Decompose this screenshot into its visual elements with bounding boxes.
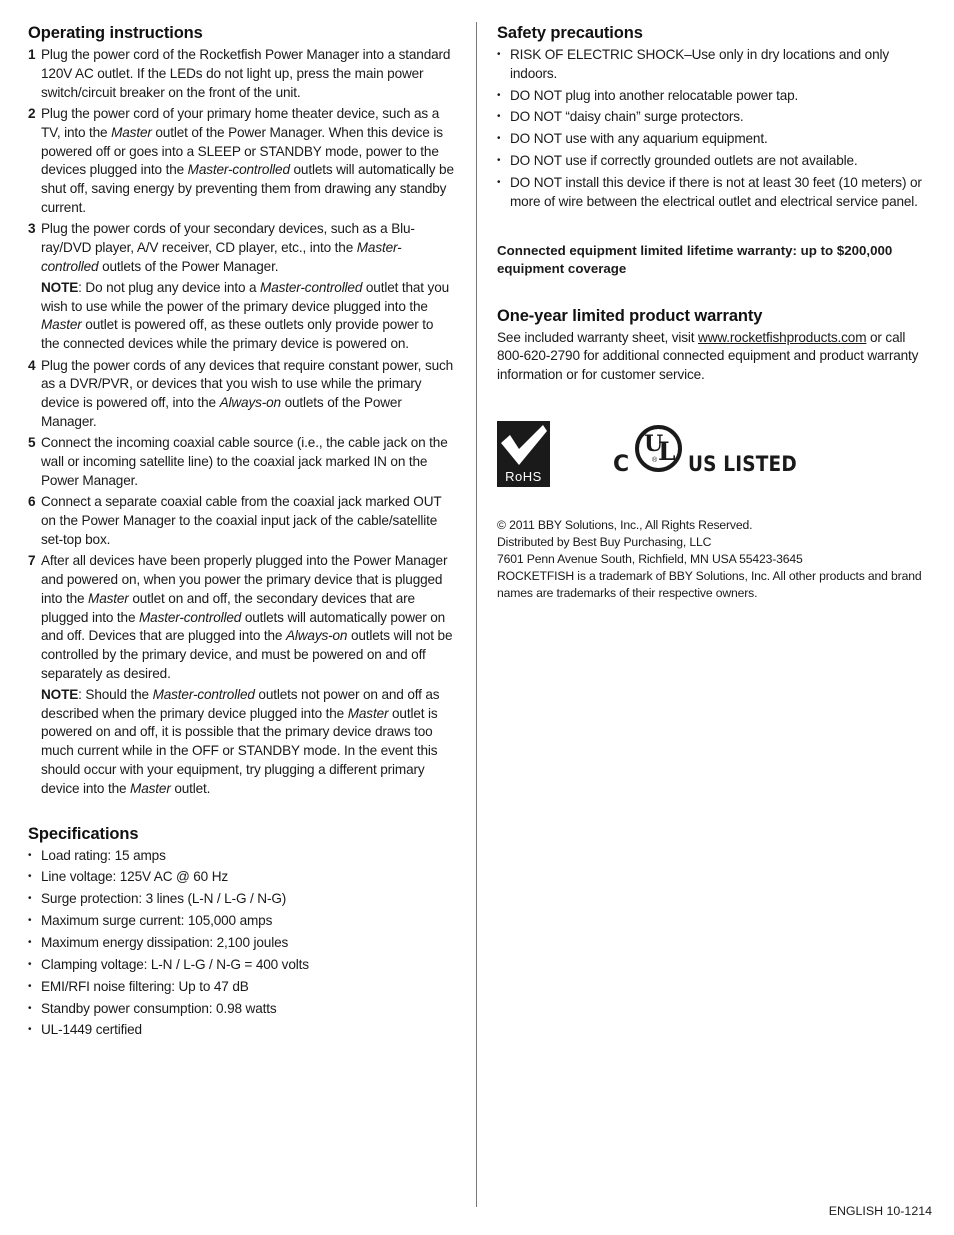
safety-item: • RISK OF ELECTRIC SHOCK–Use only in dry locations and only indoors.	[497, 46, 922, 84]
specification-item: • Clamping voltage: L-N / L-G / N-G = 400 volts	[28, 956, 454, 975]
specification-item: • Load rating: 15 amps	[28, 847, 454, 866]
step-text: Plug the power cord of the Rocketfish Power Manager into a standard 120V AC outlet. If the LEDs do not light up, press the main power switch/circuit breaker on the front of the unit.	[41, 47, 451, 100]
note-label: NOTE	[41, 686, 79, 702]
operating-instructions-heading: Operating instructions	[28, 24, 203, 42]
safety-item: • DO NOT “daisy chain” surge protectors.	[497, 108, 922, 127]
rohs-label: RoHS	[505, 469, 542, 484]
specification-item: • Maximum energy dissipation: 2,100 joules	[28, 934, 454, 953]
step-note: NOTE: Should the Master-controlled outlets not power on and off as described when the primary device plugged into the Master outlet is powered on and off, it is possible that the primary device draws too much current while in the OFF or STANDBY mode. In the event this should occur with your equipment, try plugging a different primary device into the Master outlet.	[41, 686, 440, 796]
specification-item: • UL-1449 certified	[28, 1021, 454, 1040]
ul-circle-icon	[635, 425, 682, 472]
ul-u-letter: U	[644, 431, 664, 457]
step-number: 6	[28, 494, 36, 510]
operating-step	[28, 493, 454, 549]
operating-steps-list	[28, 46, 454, 799]
specification-item: • EMI/RFI noise filtering: Up to 47 dB	[28, 978, 454, 997]
rohs-logo	[497, 421, 550, 487]
safety-item: • DO NOT plug into another relocatable power tap.	[497, 87, 922, 106]
operating-step	[28, 552, 454, 798]
legal-line: ROCKETFISH is a trademark of BBY Solutions, Inc. All other products and brand names are trademarks of their respective owners.	[497, 568, 922, 600]
step-number: 2	[28, 105, 36, 121]
product-warranty-heading: One-year limited product warranty	[497, 306, 763, 325]
safety-section	[497, 24, 922, 212]
product-warranty-text	[497, 329, 922, 385]
warranty-text-before: See included warranty sheet, visit	[497, 329, 699, 345]
page-footer: ENGLISH 10-1214	[828, 1204, 932, 1218]
specifications-list	[28, 847, 454, 1041]
step-number: 3	[28, 221, 36, 237]
specification-item: • Maximum surge current: 105,000 amps	[28, 912, 454, 931]
safety-heading: Safety precautions	[497, 24, 643, 42]
rocketfish-website-link[interactable]: www.rocketfishproducts.com	[698, 329, 867, 345]
operating-step	[28, 220, 454, 354]
step-text: Connect the incoming coaxial cable source (i.e., the cable jack on the wall or incoming satellite line) to the coaxial jack marked IN on the Power Manager.	[41, 435, 448, 488]
warranty-text-after: or call 800-620-2790 for additional connected equipment and product warranty information or for customer service.	[497, 329, 919, 383]
safety-item: • DO NOT install this device if there is not at least 30 feet (10 meters) or more of wire between the electrical outlet and electrical service panel.	[497, 174, 922, 212]
left-column	[28, 24, 454, 1043]
note-label: NOTE	[41, 279, 79, 295]
legal-notice	[497, 517, 922, 602]
step-number: 7	[28, 553, 36, 569]
safety-item: • DO NOT use if correctly grounded outlets are not available.	[497, 152, 922, 171]
specification-item: • Surge protection: 3 lines (L-N / L-G / N-G)	[28, 890, 454, 909]
certification-logos	[497, 421, 922, 487]
step-note: NOTE: Do not plug any device into a Master-controlled outlet that you wish to use while the power of the primary device plugged into the Master outlet is powered off, as these outlets only provide power to the connected devices while the primary device is powered on.	[41, 279, 450, 352]
specification-item: • Line voltage: 125V AC @ 60 Hz	[28, 868, 454, 887]
operating-step	[28, 357, 454, 432]
step-text: Plug the power cord of your primary home theater device, such as a TV, into the Master outlet of the Power Manager. When this device is powered off or goes into a SLEEP or STANDBY mode, power to the devices plugged into the Master-controlled outlets will automatically be shut off, saving energy by preventing them from drawing any standby current.	[41, 105, 454, 215]
step-number: 1	[28, 47, 36, 62]
step-text: Plug the power cords of your secondary devices, such as a Blu-ray/DVD player, A/V receiver, CD player, etc., into the Master-controlled outlets of the Power Manager.	[41, 221, 415, 274]
legal-line: Distributed by Best Buy Purchasing, LLC	[497, 534, 712, 549]
step-text: Connect a separate coaxial cable from the coaxial jack marked OUT on the Power Manager to the coaxial input jack of the cable/satellite set-top box.	[41, 494, 442, 547]
operating-instructions-section	[28, 24, 454, 799]
step-text: After all devices have been properly plugged into the Power Manager and powered on, when you power the primary device that is plugged into the Master outlet on and off, the secondary devices that are plugged into the Master-controlled outlets will automatically power on and off. Devices that are plugged into the Always-on outlets will not be controlled by the primary device, and must be powered on and off separately as desired.	[41, 553, 453, 682]
ul-listed-logo	[613, 425, 895, 479]
right-column	[497, 24, 922, 602]
operating-step	[28, 46, 454, 102]
ul-us-listed-text: US LISTED	[688, 452, 797, 476]
step-number: 5	[28, 435, 36, 451]
safety-item: • DO NOT use with any aquarium equipment.	[497, 130, 922, 149]
specifications-heading: Specifications	[28, 824, 139, 843]
operating-step	[28, 434, 454, 490]
product-warranty-section	[497, 307, 922, 385]
ul-c-letter: C	[613, 452, 630, 477]
specifications-section	[28, 825, 454, 1041]
step-text: Plug the power cords of any devices that require constant power, such as a DVR/PVR, or devices that you wish to use while the primary device is powered off, into the Always-on outlets of the Power Manager.	[41, 357, 454, 429]
registered-mark: ®	[652, 457, 658, 464]
column-divider	[476, 22, 477, 1207]
connected-equipment-warranty: Connected equipment limited lifetime warranty: up to $200,000 equipment coverage	[497, 242, 893, 276]
step-number: 4	[28, 357, 36, 373]
ul-l-letter: L	[658, 437, 676, 466]
legal-line: 7601 Penn Avenue South, Richfield, MN USA 55423-3645	[497, 551, 803, 566]
specification-item: • Standby power consumption: 0.98 watts	[28, 1000, 454, 1019]
legal-line: © 2011 BBY Solutions, Inc., All Rights Reserved.	[497, 518, 753, 532]
safety-list	[497, 46, 922, 212]
operating-step	[28, 105, 454, 218]
